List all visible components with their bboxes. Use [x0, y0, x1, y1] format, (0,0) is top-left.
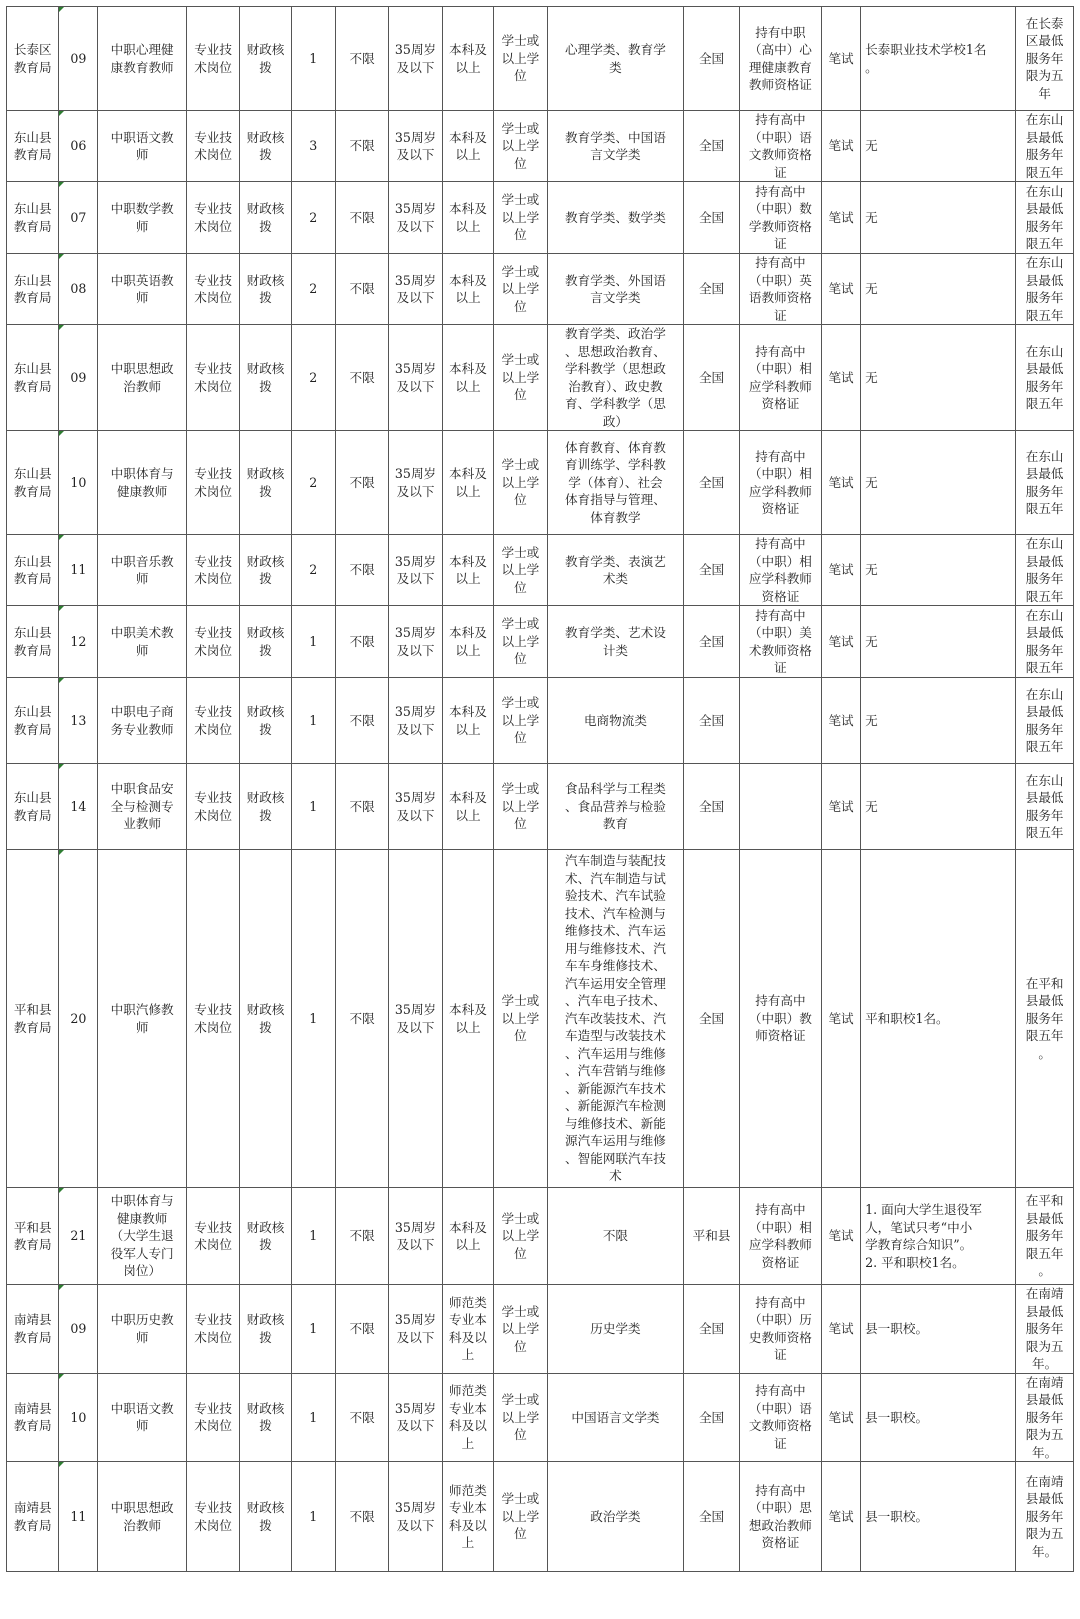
recruit-area-cell: 全国 [684, 850, 740, 1188]
post-type-cell: 专业技 术岗位 [186, 1373, 239, 1462]
post-type-cell: 专业技 术岗位 [186, 764, 239, 850]
age-limit-cell: 35周岁 及以下 [389, 535, 442, 606]
gender-cell: 不限 [335, 1373, 388, 1462]
gender-cell: 不限 [335, 1462, 388, 1572]
certificate-cell: 持有高中 （中职）数 学教师资格 证 [739, 182, 821, 254]
headcount-cell: 1 [291, 678, 335, 764]
education-cell: 本科及 以上 [442, 606, 493, 678]
degree-cell: 学士或 以上学 位 [494, 850, 547, 1188]
department-cell: 南靖县 教育局 [7, 1462, 59, 1572]
age-limit-cell: 35周岁 及以下 [389, 764, 442, 850]
certificate-cell: 持有高中 （中职）英 语教师资格 证 [739, 254, 821, 325]
gender-cell: 不限 [335, 254, 388, 325]
post-name-cell: 中职语文教 师 [98, 1373, 186, 1462]
certificate-cell: 持有高中 （中职）语 文教师资格 证 [739, 1373, 821, 1462]
exam-method-cell: 笔试 [822, 1462, 861, 1572]
headcount-cell: 1 [291, 764, 335, 850]
recruit-area-cell: 全国 [684, 678, 740, 764]
education-cell: 师范类 专业本 科及以 上 [442, 1462, 493, 1572]
education-cell: 本科及 以上 [442, 7, 493, 111]
post-code-cell: 10 [59, 431, 98, 535]
department-cell: 东山县 教育局 [7, 325, 59, 431]
major-cell: 教育学类、政治学 、思想政治教育、 学科教学（思想政 治教育）、政史教 育、学科教学（思 政） [547, 325, 684, 431]
major-cell: 心理学类、教育学 类 [547, 7, 684, 111]
service-term-cell: 在南靖 县最低 服务年 限为五 年。 [1016, 1373, 1074, 1462]
degree-cell: 学士或 以上学 位 [494, 1373, 547, 1462]
post-code-cell: 21 [59, 1188, 98, 1285]
education-cell: 本科及 以上 [442, 325, 493, 431]
degree-cell: 学士或 以上学 位 [494, 254, 547, 325]
funding-cell: 财政核 拨 [240, 111, 291, 182]
age-limit-cell: 35周岁 及以下 [389, 111, 442, 182]
service-term-cell: 在东山 县最低 服务年 限五年 [1016, 111, 1074, 182]
department-cell: 东山县 教育局 [7, 606, 59, 678]
headcount-cell: 2 [291, 325, 335, 431]
post-type-cell: 专业技 术岗位 [186, 111, 239, 182]
education-cell: 本科及 以上 [442, 431, 493, 535]
post-code-cell: 09 [59, 325, 98, 431]
recruit-area-cell: 全国 [684, 325, 740, 431]
post-code-cell: 20 [59, 850, 98, 1188]
post-name-cell: 中职音乐教 师 [98, 535, 186, 606]
education-cell: 师范类 专业本 科及以 上 [442, 1285, 493, 1374]
exam-method-cell: 笔试 [822, 325, 861, 431]
table-row [7, 254, 1074, 325]
notes-cell: 无 [861, 182, 1016, 254]
education-cell: 师范类 专业本 科及以 上 [442, 1373, 493, 1462]
certificate-cell [739, 764, 821, 850]
post-code-cell: 13 [59, 678, 98, 764]
exam-method-cell: 笔试 [822, 431, 861, 535]
gender-cell: 不限 [335, 7, 388, 111]
funding-cell: 财政核 拨 [240, 850, 291, 1188]
post-type-cell: 专业技 术岗位 [186, 850, 239, 1188]
post-name-cell: 中职食品安 全与检测专 业教师 [98, 764, 186, 850]
headcount-cell: 1 [291, 7, 335, 111]
headcount-cell: 1 [291, 1285, 335, 1374]
table-row [7, 850, 1074, 1188]
major-cell: 教育学类、艺术设 计类 [547, 606, 684, 678]
service-term-cell: 在东山 县最低 服务年 限五年 [1016, 535, 1074, 606]
age-limit-cell: 35周岁 及以下 [389, 606, 442, 678]
age-limit-cell: 35周岁 及以下 [389, 1188, 442, 1285]
funding-cell: 财政核 拨 [240, 254, 291, 325]
gender-cell: 不限 [335, 535, 388, 606]
age-limit-cell: 35周岁 及以下 [389, 678, 442, 764]
table-row [7, 182, 1074, 254]
certificate-cell [739, 678, 821, 764]
gender-cell: 不限 [335, 1188, 388, 1285]
post-name-cell: 中职思想政 治教师 [98, 1462, 186, 1572]
headcount-cell: 2 [291, 431, 335, 535]
department-cell: 平和县 教育局 [7, 850, 59, 1188]
certificate-cell: 持有高中 （中职）思 想政治教师 资格证 [739, 1462, 821, 1572]
education-cell: 本科及 以上 [442, 111, 493, 182]
service-term-cell: 在长泰 区最低 服务年 限为五 年 [1016, 7, 1074, 111]
funding-cell: 财政核 拨 [240, 1285, 291, 1374]
funding-cell: 财政核 拨 [240, 431, 291, 535]
post-code-cell: 10 [59, 1373, 98, 1462]
gender-cell: 不限 [335, 764, 388, 850]
funding-cell: 财政核 拨 [240, 764, 291, 850]
education-cell: 本科及 以上 [442, 764, 493, 850]
post-code-cell: 11 [59, 535, 98, 606]
table-row [7, 7, 1074, 111]
post-type-cell: 专业技 术岗位 [186, 535, 239, 606]
service-term-cell: 在东山 县最低 服务年 限五年 [1016, 606, 1074, 678]
department-cell: 东山县 教育局 [7, 111, 59, 182]
department-cell: 长泰区 教育局 [7, 7, 59, 111]
headcount-cell: 1 [291, 1373, 335, 1462]
headcount-cell: 2 [291, 535, 335, 606]
recruitment-table [6, 6, 1074, 1572]
headcount-cell: 2 [291, 254, 335, 325]
service-term-cell: 在东山 县最低 服务年 限五年 [1016, 431, 1074, 535]
post-name-cell: 中职英语教 师 [98, 254, 186, 325]
gender-cell: 不限 [335, 850, 388, 1188]
age-limit-cell: 35周岁 及以下 [389, 182, 442, 254]
department-cell: 东山县 教育局 [7, 678, 59, 764]
table-row [7, 111, 1074, 182]
headcount-cell: 1 [291, 606, 335, 678]
certificate-cell: 持有高中 （中职）相 应学科教师 资格证 [739, 325, 821, 431]
recruit-area-cell: 全国 [684, 535, 740, 606]
major-cell: 不限 [547, 1188, 684, 1285]
department-cell: 南靖县 教育局 [7, 1285, 59, 1374]
major-cell: 电商物流类 [547, 678, 684, 764]
post-name-cell: 中职语文教 师 [98, 111, 186, 182]
recruit-area-cell: 全国 [684, 111, 740, 182]
headcount-cell: 1 [291, 1188, 335, 1285]
recruit-area-cell: 全国 [684, 254, 740, 325]
table-row [7, 606, 1074, 678]
degree-cell: 学士或 以上学 位 [494, 1285, 547, 1374]
notes-cell: 长泰职业技术学校1名 。 [861, 7, 1016, 111]
table-row [7, 1373, 1074, 1462]
funding-cell: 财政核 拨 [240, 535, 291, 606]
age-limit-cell: 35周岁 及以下 [389, 1462, 442, 1572]
education-cell: 本科及 以上 [442, 678, 493, 764]
gender-cell: 不限 [335, 606, 388, 678]
degree-cell: 学士或 以上学 位 [494, 678, 547, 764]
age-limit-cell: 35周岁 及以下 [389, 1285, 442, 1374]
department-cell: 东山县 教育局 [7, 764, 59, 850]
certificate-cell: 持有高中 （中职）教 师资格证 [739, 850, 821, 1188]
age-limit-cell: 35周岁 及以下 [389, 254, 442, 325]
education-cell: 本科及 以上 [442, 254, 493, 325]
recruit-area-cell: 全国 [684, 7, 740, 111]
major-cell: 历史学类 [547, 1285, 684, 1374]
funding-cell: 财政核 拨 [240, 182, 291, 254]
exam-method-cell: 笔试 [822, 764, 861, 850]
post-code-cell: 07 [59, 182, 98, 254]
degree-cell: 学士或 以上学 位 [494, 111, 547, 182]
education-cell: 本科及 以上 [442, 535, 493, 606]
post-code-cell: 06 [59, 111, 98, 182]
notes-cell: 无 [861, 606, 1016, 678]
exam-method-cell: 笔试 [822, 182, 861, 254]
degree-cell: 学士或 以上学 位 [494, 1188, 547, 1285]
recruit-area-cell: 全国 [684, 1285, 740, 1374]
major-cell: 教育学类、数学类 [547, 182, 684, 254]
funding-cell: 财政核 拨 [240, 606, 291, 678]
degree-cell: 学士或 以上学 位 [494, 1462, 547, 1572]
notes-cell: 1. 面向大学生退役军 人，笔试只考“中小 学教育综合知识”。 2. 平和职校1名。 [861, 1188, 1016, 1285]
department-cell: 东山县 教育局 [7, 254, 59, 325]
post-code-cell: 09 [59, 7, 98, 111]
funding-cell: 财政核 拨 [240, 1188, 291, 1285]
table-row [7, 431, 1074, 535]
degree-cell: 学士或 以上学 位 [494, 325, 547, 431]
department-cell: 东山县 教育局 [7, 535, 59, 606]
notes-cell: 无 [861, 431, 1016, 535]
education-cell: 本科及 以上 [442, 850, 493, 1188]
gender-cell: 不限 [335, 1285, 388, 1374]
post-type-cell: 专业技 术岗位 [186, 1188, 239, 1285]
education-cell: 本科及 以上 [442, 1188, 493, 1285]
notes-cell: 无 [861, 325, 1016, 431]
service-term-cell: 在平和 县最低 服务年 限五年 。 [1016, 1188, 1074, 1285]
notes-cell: 无 [861, 678, 1016, 764]
funding-cell: 财政核 拨 [240, 678, 291, 764]
exam-method-cell: 笔试 [822, 606, 861, 678]
post-name-cell: 中职心理健 康教育教师 [98, 7, 186, 111]
recruit-area-cell: 全国 [684, 764, 740, 850]
post-name-cell: 中职美术教 师 [98, 606, 186, 678]
post-name-cell: 中职汽修教 师 [98, 850, 186, 1188]
recruit-area-cell: 全国 [684, 1462, 740, 1572]
major-cell: 教育学类、外国语 言文学类 [547, 254, 684, 325]
education-cell: 本科及 以上 [442, 182, 493, 254]
recruit-area-cell: 全国 [684, 182, 740, 254]
post-name-cell: 中职数学教 师 [98, 182, 186, 254]
headcount-cell: 3 [291, 111, 335, 182]
post-code-cell: 11 [59, 1462, 98, 1572]
recruit-area-cell: 平和县 [684, 1188, 740, 1285]
post-code-cell: 08 [59, 254, 98, 325]
notes-cell: 县一职校。 [861, 1462, 1016, 1572]
degree-cell: 学士或 以上学 位 [494, 431, 547, 535]
degree-cell: 学士或 以上学 位 [494, 535, 547, 606]
notes-cell: 平和职校1名。 [861, 850, 1016, 1188]
post-type-cell: 专业技 术岗位 [186, 182, 239, 254]
major-cell: 食品科学与工程类 、食品营养与检验 教育 [547, 764, 684, 850]
exam-method-cell: 笔试 [822, 1373, 861, 1462]
exam-method-cell: 笔试 [822, 1188, 861, 1285]
exam-method-cell: 笔试 [822, 678, 861, 764]
headcount-cell: 1 [291, 1462, 335, 1572]
major-cell: 教育学类、中国语 言文学类 [547, 111, 684, 182]
degree-cell: 学士或 以上学 位 [494, 7, 547, 111]
post-name-cell: 中职思想政 治教师 [98, 325, 186, 431]
recruit-area-cell: 全国 [684, 1373, 740, 1462]
funding-cell: 财政核 拨 [240, 7, 291, 111]
recruit-area-cell: 全国 [684, 431, 740, 535]
post-type-cell: 专业技 术岗位 [186, 1462, 239, 1572]
gender-cell: 不限 [335, 182, 388, 254]
funding-cell: 财政核 拨 [240, 1373, 291, 1462]
table-row [7, 1188, 1074, 1285]
table-row [7, 678, 1074, 764]
exam-method-cell: 笔试 [822, 1285, 861, 1374]
major-cell: 中国语言文学类 [547, 1373, 684, 1462]
certificate-cell: 持有高中 （中职）美 术教师资格 证 [739, 606, 821, 678]
post-name-cell: 中职历史教 师 [98, 1285, 186, 1374]
certificate-cell: 持有中职 （高中）心 理健康教育 教师资格证 [739, 7, 821, 111]
exam-method-cell: 笔试 [822, 7, 861, 111]
table-row [7, 535, 1074, 606]
department-cell: 平和县 教育局 [7, 1188, 59, 1285]
table-row [7, 764, 1074, 850]
post-type-cell: 专业技 术岗位 [186, 7, 239, 111]
certificate-cell: 持有高中 （中职）相 应学科教师 资格证 [739, 1188, 821, 1285]
post-type-cell: 专业技 术岗位 [186, 606, 239, 678]
service-term-cell: 在平和 县最低 服务年 限五年 。 [1016, 850, 1074, 1188]
post-code-cell: 09 [59, 1285, 98, 1374]
service-term-cell: 在南靖 县最低 服务年 限为五 年。 [1016, 1462, 1074, 1572]
table-row [7, 325, 1074, 431]
post-code-cell: 14 [59, 764, 98, 850]
age-limit-cell: 35周岁 及以下 [389, 850, 442, 1188]
post-type-cell: 专业技 术岗位 [186, 254, 239, 325]
service-term-cell: 在东山 县最低 服务年 限五年 [1016, 182, 1074, 254]
table-row [7, 1285, 1074, 1374]
major-cell: 教育学类、表演艺 术类 [547, 535, 684, 606]
age-limit-cell: 35周岁 及以下 [389, 325, 442, 431]
notes-cell: 无 [861, 111, 1016, 182]
degree-cell: 学士或 以上学 位 [494, 606, 547, 678]
service-term-cell: 在南靖 县最低 服务年 限为五 年。 [1016, 1285, 1074, 1374]
post-name-cell: 中职电子商 务专业教师 [98, 678, 186, 764]
certificate-cell: 持有高中 （中职）相 应学科教师 资格证 [739, 535, 821, 606]
post-type-cell: 专业技 术岗位 [186, 1285, 239, 1374]
exam-method-cell: 笔试 [822, 254, 861, 325]
service-term-cell: 在东山 县最低 服务年 限五年 [1016, 254, 1074, 325]
exam-method-cell: 笔试 [822, 535, 861, 606]
post-type-cell: 专业技 术岗位 [186, 678, 239, 764]
age-limit-cell: 35周岁 及以下 [389, 431, 442, 535]
age-limit-cell: 35周岁 及以下 [389, 7, 442, 111]
gender-cell: 不限 [335, 678, 388, 764]
major-cell: 汽车制造与装配技 术、汽车制造与试 验技术、汽车试验 技术、汽车检测与 维修技术、汽车运 用与维修技术、汽 车车身维修技术、 汽车运用安全管理 、汽车电子技术、 汽车改装技术、汽 车造型与改装技术 、汽车运用与维修 、汽车营销与维修 、新能源汽车技术 、新能源汽车检测 与维修技术、新能 源汽车运用与维修 、智能网联汽车技 术 [547, 850, 684, 1188]
post-type-cell: 专业技 术岗位 [186, 325, 239, 431]
certificate-cell: 持有高中 （中职）历 史教师资格 证 [739, 1285, 821, 1374]
post-type-cell: 专业技 术岗位 [186, 431, 239, 535]
post-code-cell: 12 [59, 606, 98, 678]
department-cell: 东山县 教育局 [7, 182, 59, 254]
degree-cell: 学士或 以上学 位 [494, 764, 547, 850]
post-name-cell: 中职体育与 健康教师 [98, 431, 186, 535]
gender-cell: 不限 [335, 431, 388, 535]
certificate-cell: 持有高中 （中职）语 文教师资格 证 [739, 111, 821, 182]
exam-method-cell: 笔试 [822, 111, 861, 182]
exam-method-cell: 笔试 [822, 850, 861, 1188]
funding-cell: 财政核 拨 [240, 1462, 291, 1572]
age-limit-cell: 35周岁 及以下 [389, 1373, 442, 1462]
headcount-cell: 2 [291, 182, 335, 254]
recruit-area-cell: 全国 [684, 606, 740, 678]
post-name-cell: 中职体育与 健康教师 （大学生退 役军人专门 岗位） [98, 1188, 186, 1285]
gender-cell: 不限 [335, 325, 388, 431]
certificate-cell: 持有高中 （中职）相 应学科教师 资格证 [739, 431, 821, 535]
table-row [7, 1462, 1074, 1572]
notes-cell: 县一职校。 [861, 1373, 1016, 1462]
service-term-cell: 在东山 县最低 服务年 限五年 [1016, 678, 1074, 764]
notes-cell: 无 [861, 254, 1016, 325]
major-cell: 政治学类 [547, 1462, 684, 1572]
notes-cell: 无 [861, 535, 1016, 606]
department-cell: 东山县 教育局 [7, 431, 59, 535]
degree-cell: 学士或 以上学 位 [494, 182, 547, 254]
notes-cell: 无 [861, 764, 1016, 850]
notes-cell: 县一职校。 [861, 1285, 1016, 1374]
major-cell: 体育教育、体育教 育训练学、学科教 学（体育）、社会 体育指导与管理、 体育教学 [547, 431, 684, 535]
funding-cell: 财政核 拨 [240, 325, 291, 431]
service-term-cell: 在东山 县最低 服务年 限五年 [1016, 764, 1074, 850]
headcount-cell: 1 [291, 850, 335, 1188]
service-term-cell: 在东山 县最低 服务年 限五年 [1016, 325, 1074, 431]
department-cell: 南靖县 教育局 [7, 1373, 59, 1462]
gender-cell: 不限 [335, 111, 388, 182]
